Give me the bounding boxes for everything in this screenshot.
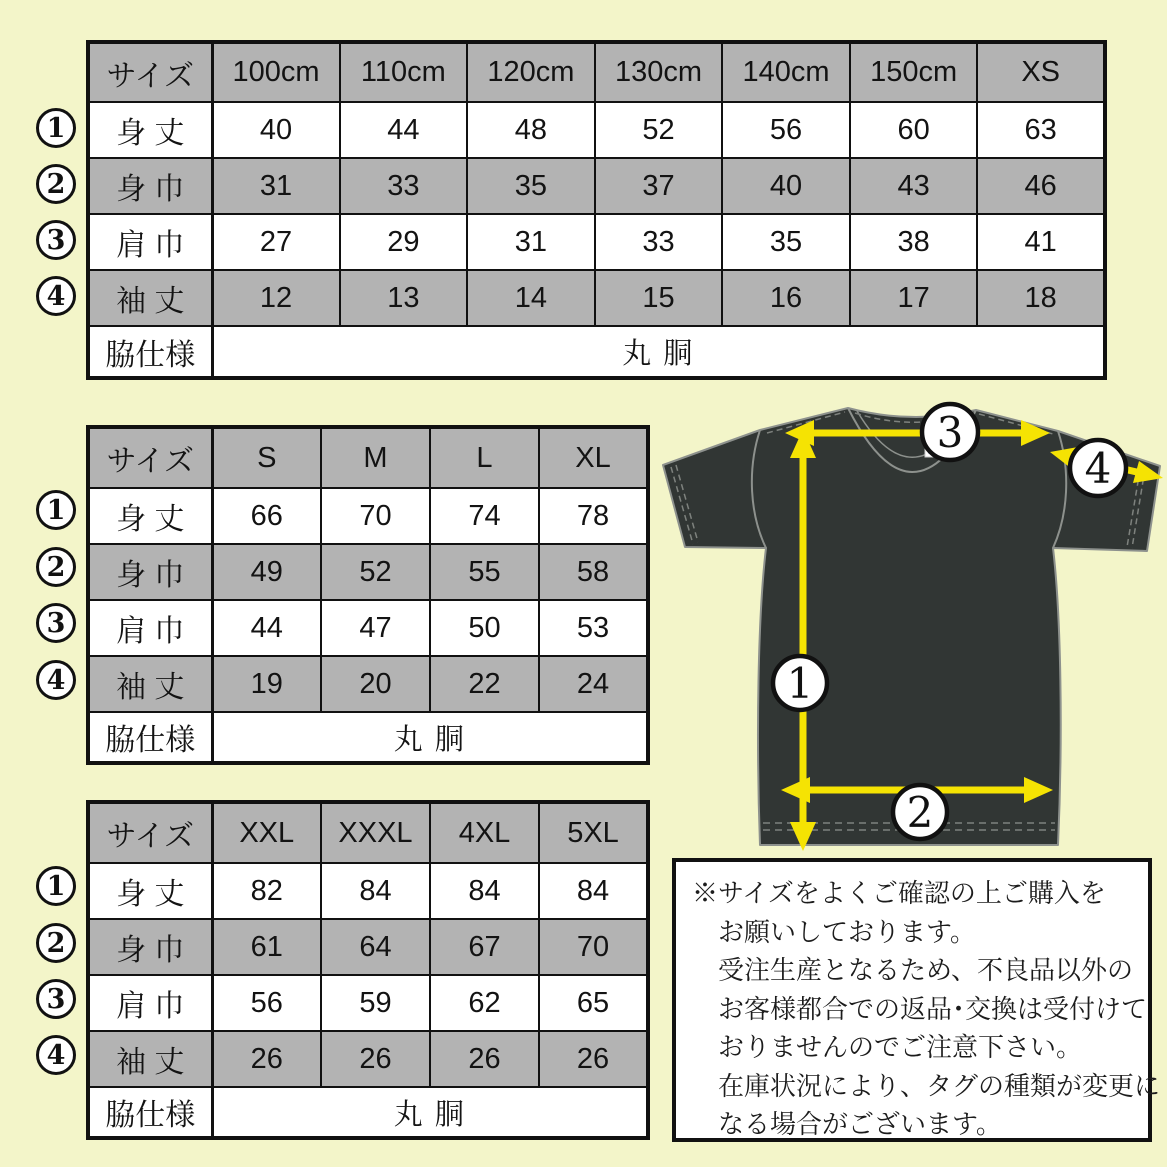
size-cell: 41	[977, 214, 1105, 270]
svg-text:2: 2	[906, 788, 934, 838]
size-cell: 66	[212, 488, 321, 544]
size-cell: 52	[321, 544, 430, 600]
size-cell: 43	[850, 158, 978, 214]
size-cell: 46	[977, 158, 1105, 214]
size-header-cell: サイズ	[88, 427, 212, 488]
size-cell: 33	[340, 158, 468, 214]
svg-text:1: 1	[786, 659, 814, 709]
size-cell: 65	[539, 975, 648, 1031]
size-cell: 19	[212, 656, 321, 712]
size-header-cell: サイズ	[88, 42, 212, 102]
size-cell: 26	[539, 1031, 648, 1087]
note-line: なる場合がございます。	[718, 1109, 1002, 1139]
circled-number-3: 3	[36, 220, 76, 260]
size-cell: 70	[539, 919, 648, 975]
size-cell: 16	[722, 270, 850, 326]
size-cell: 52	[595, 102, 723, 158]
circled-number-1: 1	[36, 866, 76, 906]
column-header: 110cm	[340, 42, 468, 102]
row-label-body-length: 身 丈	[88, 863, 212, 919]
circled-number-4: 4	[36, 660, 76, 700]
note-line: お客様都合での返品･交換は受付けて	[718, 993, 1148, 1024]
size-cell: 74	[430, 488, 539, 544]
side-spec-value: 丸 胴	[212, 326, 1105, 378]
size-cell: 44	[212, 600, 321, 656]
side-spec-value: 丸 胴	[212, 1087, 648, 1138]
size-cell: 53	[539, 600, 648, 656]
callout-circle-3	[922, 404, 978, 460]
callout-circle-4	[1070, 440, 1126, 496]
size-cell: 29	[340, 214, 468, 270]
size-cell: 15	[595, 270, 723, 326]
size-cell: 56	[722, 102, 850, 158]
circled-number-3: 3	[36, 603, 76, 643]
tshirt-measurement-diagram	[655, 395, 1167, 857]
circled-number-3: 3	[36, 979, 76, 1019]
row-label-sleeve-length: 袖 丈	[88, 270, 212, 326]
size-cell: 18	[977, 270, 1105, 326]
size-cell: 47	[321, 600, 430, 656]
row-label-body-length: 身 丈	[88, 102, 212, 158]
size-cell: 22	[430, 656, 539, 712]
size-cell: 40	[722, 158, 850, 214]
size-table-kids	[86, 40, 1107, 380]
size-cell: 33	[595, 214, 723, 270]
circled-number-2: 2	[36, 547, 76, 587]
size-cell: 27	[212, 214, 340, 270]
column-header: M	[321, 427, 430, 488]
purchase-note-box	[672, 858, 1161, 1142]
row-label-shoulder-width: 肩 巾	[88, 214, 212, 270]
size-cell: 84	[430, 863, 539, 919]
size-cell: 12	[212, 270, 340, 326]
row-label-body-width: 身 巾	[88, 158, 212, 214]
size-cell: 13	[340, 270, 468, 326]
size-table-big	[86, 800, 650, 1140]
size-cell: 48	[467, 102, 595, 158]
circled-number-4: 4	[36, 1035, 76, 1075]
column-header: XXXL	[321, 802, 430, 863]
column-header: L	[430, 427, 539, 488]
circled-number-2: 2	[36, 164, 76, 204]
row-label-sleeve-length: 袖 丈	[88, 656, 212, 712]
size-cell: 31	[212, 158, 340, 214]
row-label-side-spec: 脇仕様	[88, 712, 212, 763]
size-cell: 58	[539, 544, 648, 600]
row-label-body-width: 身 巾	[88, 544, 212, 600]
size-cell: 61	[212, 919, 321, 975]
column-header: 100cm	[212, 42, 340, 102]
size-cell: 38	[850, 214, 978, 270]
column-header: XS	[977, 42, 1105, 102]
circled-number-1: 1	[36, 490, 76, 530]
side-spec-value: 丸 胴	[212, 712, 648, 763]
size-cell: 31	[467, 214, 595, 270]
note-line: ※サイズをよくご確認の上ご購入を	[692, 878, 1106, 908]
column-header: 130cm	[595, 42, 723, 102]
size-cell: 84	[321, 863, 430, 919]
size-cell: 60	[850, 102, 978, 158]
size-cell: 64	[321, 919, 430, 975]
row-label-side-spec: 脇仕様	[88, 1087, 212, 1138]
size-cell: 84	[539, 863, 648, 919]
size-cell: 26	[212, 1031, 321, 1087]
row-label-sleeve-length: 袖 丈	[88, 1031, 212, 1087]
size-cell: 37	[595, 158, 723, 214]
size-header-cell: サイズ	[88, 802, 212, 863]
column-header: S	[212, 427, 321, 488]
note-line: おりませんのでご注意下さい。	[718, 1032, 1083, 1062]
size-cell: 67	[430, 919, 539, 975]
size-cell: 63	[977, 102, 1105, 158]
size-cell: 78	[539, 488, 648, 544]
callout-circle-2	[893, 785, 947, 839]
size-cell: 14	[467, 270, 595, 326]
circled-number-1: 1	[36, 108, 76, 148]
size-cell: 17	[850, 270, 978, 326]
note-line: 受注生産となるため、不良品以外の	[718, 955, 1133, 985]
column-header: 4XL	[430, 802, 539, 863]
size-cell: 70	[321, 488, 430, 544]
size-cell: 40	[212, 102, 340, 158]
row-label-body-width: 身 巾	[88, 919, 212, 975]
note-line: お願いしております。	[718, 916, 976, 947]
size-cell: 56	[212, 975, 321, 1031]
size-cell: 59	[321, 975, 430, 1031]
circled-number-4: 4	[36, 276, 76, 316]
row-label-shoulder-width: 肩 巾	[88, 975, 212, 1031]
note-line: 在庫状況により、タグの種類が変更に	[718, 1070, 1161, 1101]
size-cell: 55	[430, 544, 539, 600]
size-cell: 35	[467, 158, 595, 214]
row-label-shoulder-width: 肩 巾	[88, 600, 212, 656]
size-cell: 26	[430, 1031, 539, 1087]
size-cell: 62	[430, 975, 539, 1031]
svg-text:3: 3	[936, 408, 964, 458]
column-header: XXL	[212, 802, 321, 863]
row-label-body-length: 身 丈	[88, 488, 212, 544]
size-cell: 50	[430, 600, 539, 656]
column-header: 5XL	[539, 802, 648, 863]
column-header: 150cm	[850, 42, 978, 102]
column-header: XL	[539, 427, 648, 488]
size-cell: 82	[212, 863, 321, 919]
size-cell: 49	[212, 544, 321, 600]
size-cell: 44	[340, 102, 468, 158]
column-header: 140cm	[722, 42, 850, 102]
size-cell: 20	[321, 656, 430, 712]
circled-number-2: 2	[36, 923, 76, 963]
row-label-side-spec: 脇仕様	[88, 326, 212, 378]
size-cell: 35	[722, 214, 850, 270]
size-table-adult	[86, 425, 650, 765]
callout-circle-1	[773, 656, 827, 710]
size-cell: 26	[321, 1031, 430, 1087]
column-header: 120cm	[467, 42, 595, 102]
svg-text:4: 4	[1084, 444, 1112, 494]
size-cell: 24	[539, 656, 648, 712]
